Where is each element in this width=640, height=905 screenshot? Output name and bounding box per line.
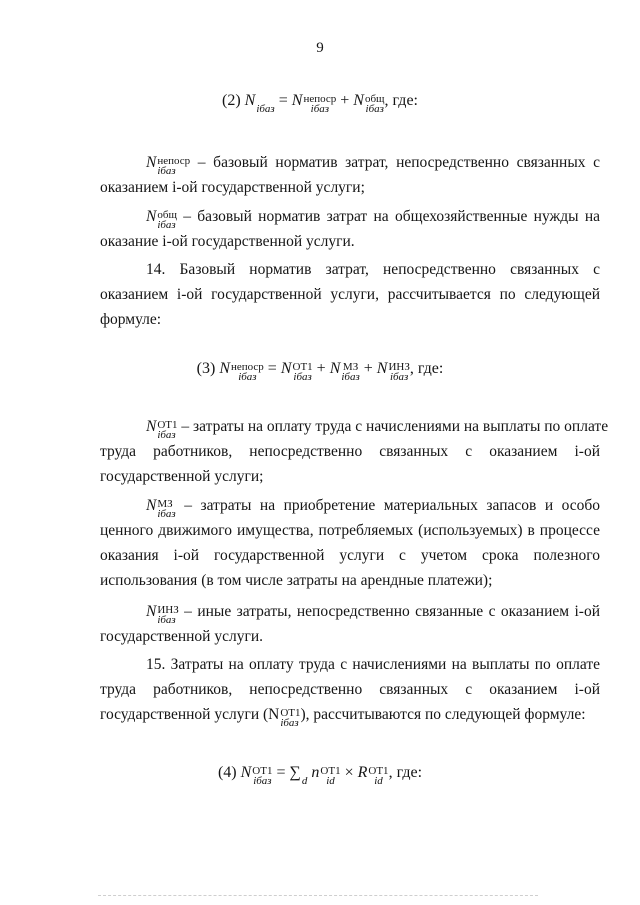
symbol: N xyxy=(219,360,230,377)
formula-3: (3) N непоср iбаз = N ОТ1 iбаз + N МЗ iбаз + N ИНЗ iбаз , где: xyxy=(196,360,444,383)
sum-symbol: ∑ xyxy=(289,764,301,781)
superscript: ОТ1 xyxy=(157,419,178,431)
superscript: МЗ xyxy=(342,361,359,373)
superscript: МЗ xyxy=(157,498,173,510)
symbol: N xyxy=(146,418,157,435)
text-line: – иные затраты, непосредственно связанные с оказанием i-ой xyxy=(184,603,600,620)
symbol: N xyxy=(146,208,157,225)
text-line: государственной услуги. xyxy=(100,628,263,645)
text-line: оказанием i-ой государственной услуги; xyxy=(100,179,365,196)
superscript: ОТ1 xyxy=(368,765,389,777)
paragraph-15 xyxy=(100,652,600,727)
text-line: формуле: xyxy=(100,311,162,328)
text-line: оказанием i-ой государственной услуги, рассчитывается по следующей xyxy=(100,286,600,303)
symbol: N xyxy=(329,360,341,377)
superscript: непоср xyxy=(303,93,337,105)
subscript: iбаз xyxy=(157,165,176,177)
text-line: – затраты на оплату труда с начислениями на выплаты по оплате xyxy=(181,418,609,435)
superscript: общ xyxy=(364,93,385,105)
formula-tail: , где: xyxy=(388,764,423,781)
superscript: ИНЗ xyxy=(157,604,179,616)
formula-number: (4) xyxy=(217,764,237,781)
definition-inz xyxy=(100,599,600,649)
symbol: N xyxy=(146,497,157,514)
superscript: ОТ1 xyxy=(252,765,273,777)
formula-4 xyxy=(0,764,640,789)
text-line: – затраты на приобретение материальных запасов и особо xyxy=(184,497,600,514)
symbol: N xyxy=(376,360,388,377)
symbol: N xyxy=(280,360,292,377)
subscript: iбаз xyxy=(157,219,176,231)
symbol: N xyxy=(146,154,157,171)
text-line: оказания i-ой государственной услуги с учетом срока полезного xyxy=(100,547,600,564)
definition-ot1 xyxy=(100,414,609,489)
paragraph-14 xyxy=(100,257,600,332)
formula-2: (2) N iбаз = N непоср iбаз + N общ iбаз , где: xyxy=(222,92,418,115)
text-line: ценного движимого имущества, потребляемых (используемых) в процессе xyxy=(100,522,600,539)
superscript: непоср xyxy=(157,155,191,167)
operator: = xyxy=(276,764,286,781)
symbol: R xyxy=(357,764,368,781)
text-line: – базовый норматив затрат, непосредственно связанных с xyxy=(197,154,601,171)
subscript: id xyxy=(326,775,335,787)
operator: × xyxy=(344,764,354,781)
text-line: труда работников, непосредственно связанных с оказанием i-ой xyxy=(100,681,600,698)
subscript: iбаз xyxy=(280,717,299,729)
subscript: iбаз xyxy=(389,371,409,383)
symbol: N xyxy=(240,764,252,781)
symbol: N xyxy=(146,603,157,620)
text-line: оказание i-ой государственной услуги. xyxy=(100,233,355,250)
text-line: 14. Базовый норматив затрат, непосредственно связанных с xyxy=(146,261,600,278)
text-line: государственной услуги; xyxy=(100,468,264,485)
subscript: iбаз xyxy=(253,775,272,787)
text-line: – базовый норматив затрат на общехозяйственные нужды на xyxy=(183,208,600,225)
subscript: iбаз xyxy=(238,371,257,383)
formula-tail: , где: xyxy=(409,360,444,377)
subscript: iбаз xyxy=(310,103,330,115)
subscript: iбаз xyxy=(365,103,384,115)
definition-obsh xyxy=(100,204,600,254)
formula-number: (3) xyxy=(196,360,216,377)
text-line: государственной услуги (N xyxy=(100,706,280,723)
formula-number: (2) xyxy=(222,92,241,109)
superscript: общ xyxy=(157,209,177,221)
superscript: ОТ1 xyxy=(280,707,301,719)
operator: = xyxy=(267,360,277,377)
subscript: id xyxy=(374,775,383,787)
operator: + xyxy=(340,92,350,109)
subscript: d xyxy=(301,775,308,787)
text-line: труда работников, непосредственно связанных с оказанием i-ой xyxy=(100,443,600,460)
subscript: iбаз xyxy=(256,103,275,115)
page-number: 9 xyxy=(316,40,324,56)
superscript: ОТ1 xyxy=(292,361,313,373)
superscript: ОТ1 xyxy=(320,765,341,777)
superscript: непоср xyxy=(230,361,264,373)
definition-mz xyxy=(100,493,600,593)
scan-edge-line xyxy=(98,895,538,896)
definition-nepos xyxy=(100,150,600,200)
subscript: iбаз xyxy=(157,429,176,441)
symbol: n xyxy=(311,764,320,781)
text-line: 15. Затраты на оплату труда с начислениями на выплаты по оплате xyxy=(146,656,600,673)
text-line: использования (в том числе затраты на арендные платежи); xyxy=(100,572,493,589)
subscript: iбаз xyxy=(341,371,360,383)
symbol: N xyxy=(291,92,303,109)
symbol: N xyxy=(244,92,256,109)
superscript: ИНЗ xyxy=(388,361,410,373)
subscript: iбаз xyxy=(157,508,176,520)
text-line: ), рассчитываются по следующей формуле: xyxy=(300,706,586,723)
symbol: N xyxy=(353,92,364,109)
formula-tail: , где: xyxy=(384,92,418,109)
subscript: iбаз xyxy=(293,371,312,383)
subscript: iбаз xyxy=(157,614,176,626)
